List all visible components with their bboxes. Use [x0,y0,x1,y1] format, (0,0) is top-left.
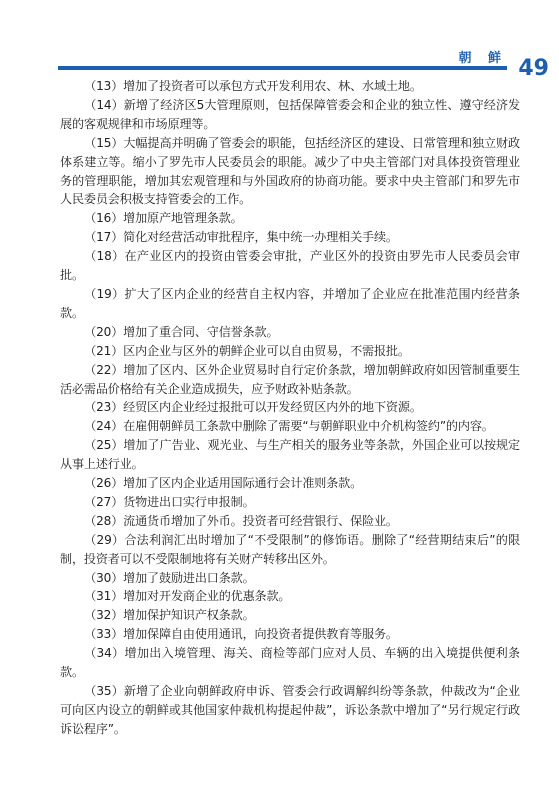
paragraph: （21）区内企业与区外的朝鲜企业可以自由贸易，不需报批。 [84,343,410,358]
paragraph: （33）增加保障自由使用通讯，向投资者提供教育等服务。 [84,627,398,642]
paragraph: （19）扩大了区内企业的经营自主权内容，并增加了企业应在批准范围内经营条款。 [60,286,520,320]
running-header-title: 朝 鲜 [458,51,507,66]
paragraph: （25）增加了广告业、观光业、与生产相关的服务业等条款，外国企业可以按规定从事上述行业。 [60,438,520,472]
paragraph: （24）在雇佣朝鲜员工条款中删除了需要“与朝鲜职业中介机构签约”的内容。 [84,419,494,434]
paragraph: （20）增加了重合同、守信誉条款。 [84,324,279,339]
paragraph: （29）合法利润汇出时增加了“不受限制”的修饰语。删除了“经营期结束后”的限制，投资者可以不受限制地将有关财产转移出区外。 [60,532,520,566]
paragraph: （17）简化对经营活动审批程序，集中统一办理相关手续。 [84,230,398,245]
paragraph: （14）新增了经济区5大管理原则，包括保障管委会和企业的独立性、遵守经济发展的客观规律和市场原理等。 [60,97,520,131]
paragraph: （34）增加出入境管理、海关、商检等部门应对人员、车辆的出入境提供便利条款。 [60,646,520,680]
paragraph: （30）增加了鼓励进出口条款。 [84,570,255,585]
paragraph: （13）增加了投资者可以承包方式开发利用农、林、水域土地。 [84,79,422,93]
paragraph: （28）流通货币增加了外币。投资者可经营银行、保险业。 [84,513,398,528]
paragraph: （18）在产业区内的投资由管委会审批，产业区外的投资由罗先市人民委员会审批。 [60,249,520,283]
header-rule [58,66,507,70]
page-header [0,0,559,80]
body-text [60,77,520,739]
page-number: 49 [518,56,549,81]
paragraph: （22）增加了区内、区外企业贸易时自行定价条款，增加朝鲜政府如因管制重要生活必需品价格给有关企业造成损失，应予财政补贴条款。 [60,362,520,396]
paragraph: （15）大幅提高并明确了管委会的职能，包括经济区的建设、日常管理和独立财政体系建立等。缩小了罗先市人民委员会的职能。减少了中央主管部门对具体投资管理业务的管理职能，增加其宏观管理和与外国政府的协商功能。要求中央主管部门和罗先市人民委员会积极支持管委会的工作。 [60,135,520,207]
paragraph: （27）货物进出口实行申报制。 [84,494,255,509]
paragraph: （32）增加保护知识产权条款。 [84,608,255,623]
paragraph: （23）经贸区内企业经过报批可以开发经贸区内外的地下资源。 [84,400,422,415]
paragraph: （35）新增了企业向朝鲜政府申诉、管委会行政调解纠纷等条款，仲裁改为“企业可向区内设立的朝鲜或其他国家仲裁机构提起仲裁”，诉讼条款中增加了“另行规定行政诉讼程序”。 [60,684,520,736]
paragraph: （31）增加对开发商企业的优惠条款。 [84,589,291,604]
paragraph: （16）增加原产地管理条款。 [84,211,243,226]
paragraph: （26）增加了区内企业适用国际通行会计准则条款。 [84,476,363,491]
